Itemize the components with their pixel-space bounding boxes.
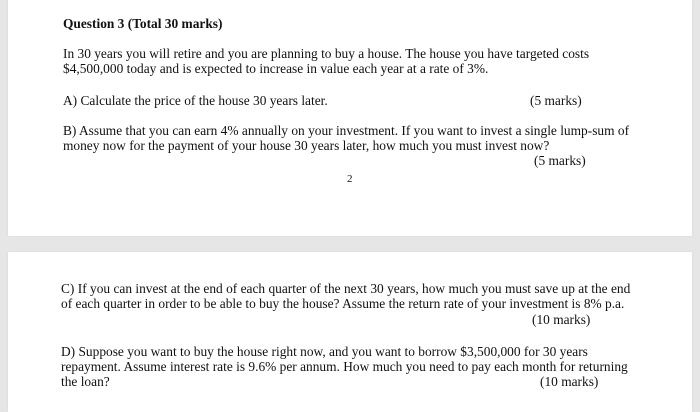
part-b-text-line-1: B) Assume that you can earn 4% annually on your investment. If you want to invest a single lump-sum of xyxy=(63,123,630,138)
part-d-text-line-1: D) Suppose you want to buy the house right now, and you want to borrow $3,500,000 for 30 years xyxy=(61,344,588,359)
part-a-text: A) Calculate the price of the house 30 years later. xyxy=(63,93,328,108)
question-heading: Question 3 (Total 30 marks) xyxy=(63,16,223,31)
part-c-marks: (10 marks) xyxy=(532,312,591,327)
page-number: 2 xyxy=(347,173,353,185)
part-c-text-line-2: of each quarter in order to be able to buy the house? Assume the return rate of your investment is 8% p.a. xyxy=(61,296,625,311)
part-d-text-line-3: the loan? xyxy=(61,374,110,389)
part-d-text-line-2: repayment. Assume interest rate is 9.6% per annum. How much you need to pay each month for returning xyxy=(61,359,628,374)
part-b-text-line-2: money now for the payment of your house 30 years later, how much you must invest now? xyxy=(63,138,550,153)
document-page-2 xyxy=(8,252,692,412)
part-b-marks: (5 marks) xyxy=(534,153,586,168)
intro-text-line-2: $4,500,000 today and is expected to increase in value each year at a rate of 3%. xyxy=(63,61,489,76)
document-page-1 xyxy=(8,0,692,236)
intro-text-line-1: In 30 years you will retire and you are planning to buy a house. The house you have targeted costs xyxy=(63,46,590,61)
part-c-text-line-1: C) If you can invest at the end of each quarter of the next 30 years, how much you must save up at the end xyxy=(61,281,631,296)
part-d-marks: (10 marks) xyxy=(540,374,599,389)
part-a-marks: (5 marks) xyxy=(530,93,582,108)
